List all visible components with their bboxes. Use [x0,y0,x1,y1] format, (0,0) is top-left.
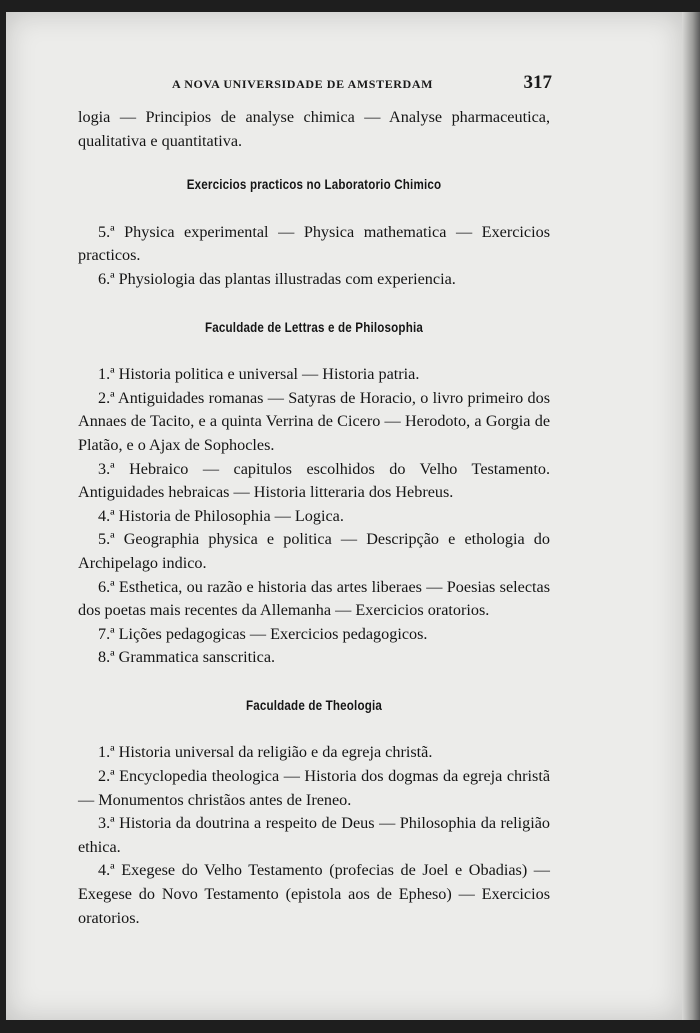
intro-paragraph: logia — Principios de analyse chimica — Analyse pharmaceutica, qualitativa e quantitativa. [78,108,550,150]
list-item: 8.ª Grammatica sanscritica. [98,648,276,667]
page-edge-shadow [682,12,700,1020]
list-item: 4.ª Historia de Philosophia — Logica. [98,506,344,525]
section-heading-theologia: Faculdade de Theologia [245,697,383,713]
list-item: 2.ª Antiguidades romanas — Satyras de Horacio, o livro primeiro dos Annaes de Tacito, e a quinta Verrina de Cicero — Herodoto, a Gorgia de Platão, e o Ajax de Sophocles. [78,388,550,454]
list-item: 1.ª Historia universal da religião e da egreja christã. [98,743,433,762]
section-heading-lab-chimico: Exercicios practicos no Laboratorio Chimico [186,177,442,193]
list-item: 6.ª Esthetica, ou razão e historia das artes liberaes — Poesias selectas dos poetas mais recentes da Allemanha — Exercicios oratorios. [78,577,550,620]
page-body [78,106,550,930]
list-item: 4.ª Exegese do Velho Testamento (profecias de Joel e Obadias) — Exegese do Novo Testamento (epistola aos de Epheso) — Exercicios oratorios. [78,861,550,927]
list-item: 3.ª Hebraico — capitulos escolhidos do Velho Testamento. Antiguidades hebraicas — Historia litteraria dos Hebreus. [78,459,550,502]
list-item: 6.ª Physiologia das plantas illustradas com experiencia. [98,269,456,288]
list-item: 5.ª Physica experimental — Physica mathematica — Exercicios practicos. [78,222,550,265]
list-item: 5.ª Geographia physica e politica — Descripção e ethologia do Archipelago indico. [78,530,550,572]
list-item: 7.ª Lições pedagogicas — Exercicios pedagogicos. [98,624,428,643]
section-heading-lettras: Faculdade de Lettras e de Philosophia [205,319,423,335]
page-header [172,72,552,94]
list-item: 1.ª Historia politica e universal — Historia patria. [98,365,420,384]
page-number: 317 [523,72,552,93]
list-item: 2.ª Encyclopedia theologica — Historia dos dogmas da egreja christã — Monumentos christãos antes de Ireneo. [78,767,550,809]
list-item: 3.ª Historia da doutrina a respeito de Deus — Philosophia da religião ethica. [78,814,550,856]
running-head: A NOVA UNIVERSIDADE DE AMSTERDAM [172,77,434,91]
